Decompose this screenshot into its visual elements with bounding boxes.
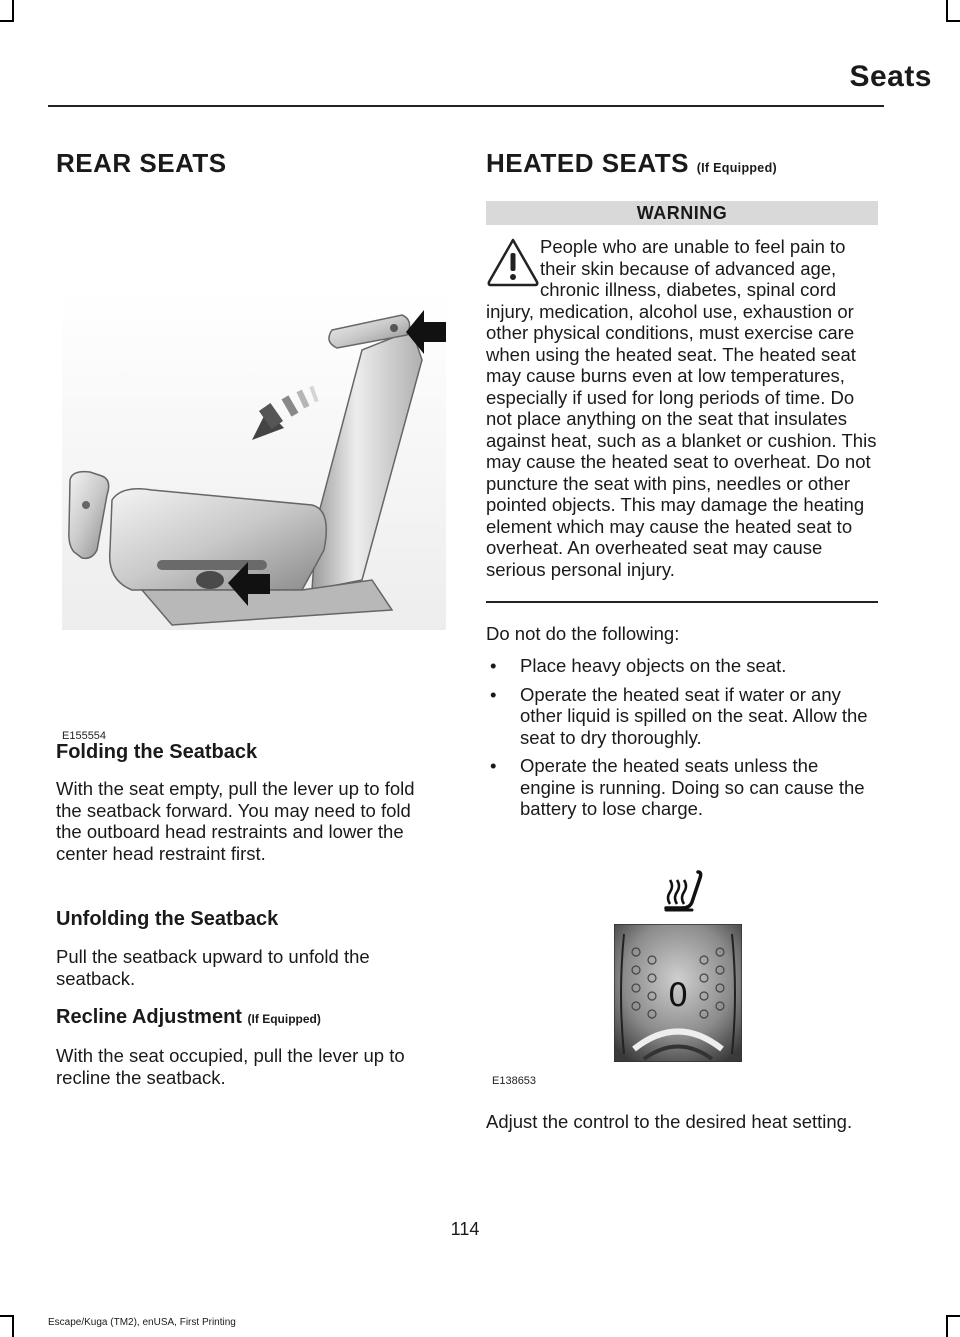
- page-header-title: Seats: [849, 60, 932, 93]
- recline-heading: [56, 1006, 321, 1029]
- crop-mark: [12, 0, 14, 20]
- list-item: [486, 655, 878, 677]
- warning-banner: WARNING: [486, 201, 878, 225]
- heat-control-value: 0: [667, 976, 689, 1014]
- crop-mark: [0, 1315, 14, 1317]
- do-not-list: [486, 655, 878, 827]
- crop-mark: [946, 0, 948, 20]
- folding-text: With the seat empty, pull the lever up to fold the seatback forward. You may need to fold the outboard head restraints and lower the center head restraint first.: [56, 778, 415, 864]
- head-restraint-button-icon: [390, 324, 398, 332]
- crop-mark: [946, 1315, 960, 1317]
- warning-text: People who are unable to feel pain to their skin because of advanced age, chronic illness, diabetes, spinal cord injury, medication, alcohol use, exhaustion or other physical conditions, must exercise care when using the heated seat. The heated seat may cause burns even at low temperatures, especially if used for long periods of time. Do not place anything on the seat that insulates against heat, such as a blanket or cushion. This may cause the heated seat to overheat. Do not puncture the seat with pins, needles or other pointed objects. This may damage the heating element which may cause the heated seat to overheat. An overheated seat may cause serious personal injury.: [486, 236, 877, 580]
- heated-seats-suffix: (If Equipped): [696, 161, 777, 175]
- crop-mark: [12, 1317, 14, 1337]
- warning-rule: [486, 601, 878, 603]
- armrest-button-icon: [82, 501, 90, 509]
- list-item-text: Place heavy objects on the seat.: [520, 655, 787, 676]
- crop-mark: [946, 1317, 948, 1337]
- heated-seats-title: [486, 148, 777, 179]
- header-rule: [48, 105, 884, 107]
- list-item-text: Operate the heated seats unless the engine is running. Doing so can cause the battery to lose charge.: [520, 755, 865, 819]
- warning-block: [486, 236, 878, 580]
- recline-heading-text: Recline Adjustment: [56, 1006, 242, 1028]
- rear-seat-illustration: [62, 290, 446, 630]
- list-item: [486, 684, 878, 749]
- recline-text: With the seat occupied, pull the lever up to recline the seatback.: [56, 1045, 405, 1088]
- rear-seats-title: REAR SEATS: [56, 148, 227, 178]
- page-number: 114: [450, 1219, 480, 1239]
- folding-heading: Folding the Seatback: [56, 741, 258, 763]
- footer-text: Escape/Kuga (TM2), enUSA, First Printing: [48, 1317, 236, 1328]
- figure-id: E138653: [492, 1075, 537, 1087]
- bullet-glyph: •: [490, 683, 497, 705]
- list-item-text: Operate the heated seat if water or any other liquid is spilled on the seat. Allow the seat to dry thoroughly.: [520, 683, 868, 748]
- crop-mark: [0, 20, 14, 22]
- heated-seats-title-text: HEATED SEATS: [486, 148, 689, 178]
- warning-triangle-icon: [486, 236, 540, 288]
- intro-text: Do not do the following:: [486, 623, 680, 644]
- recline-suffix: (If Equipped): [247, 1012, 321, 1026]
- bullet-glyph: •: [490, 755, 497, 776]
- list-item: [486, 755, 878, 820]
- adjust-text: Adjust the control to the desired heat setting.: [486, 1111, 853, 1132]
- bullet-glyph: •: [490, 655, 497, 676]
- heated-seat-icon: [662, 868, 712, 914]
- figure-id: E155554: [62, 730, 107, 742]
- unfolding-text: Pull the seatback upward to unfold the seatback.: [56, 946, 370, 989]
- crop-mark: [946, 20, 960, 22]
- unfolding-heading: Unfolding the Seatback: [56, 908, 279, 930]
- lever-knob-icon: [196, 571, 224, 589]
